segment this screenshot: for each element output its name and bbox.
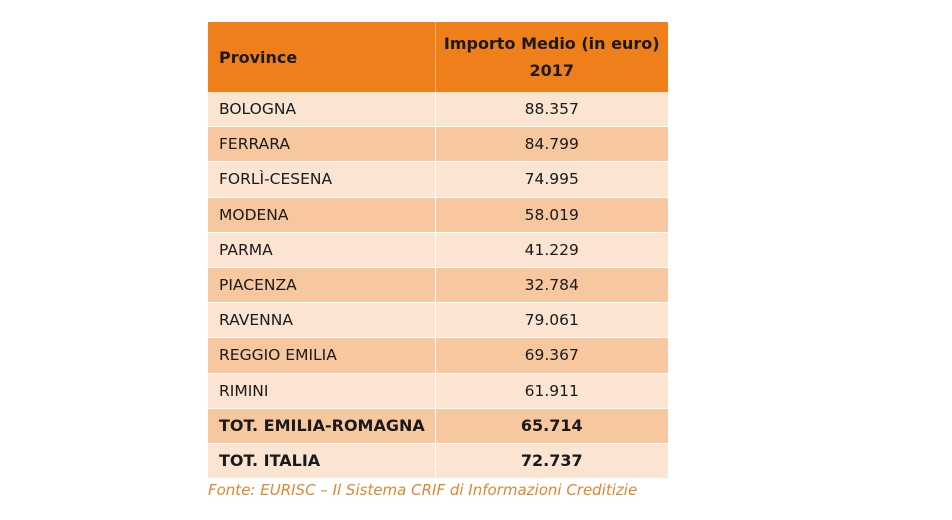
province-name: MODENA — [208, 197, 435, 232]
header-amount — [435, 22, 668, 92]
table-row — [208, 127, 668, 162]
province-name: FERRARA — [208, 127, 435, 162]
province-amount: 58.019 — [435, 197, 668, 232]
province-amount-table — [208, 22, 668, 479]
province-amount: 69.367 — [435, 338, 668, 373]
total-row-region — [208, 408, 668, 443]
table-row — [208, 373, 668, 408]
table-row — [208, 267, 668, 302]
province-amount: 32.784 — [435, 267, 668, 302]
source-caption: Fonte: EURISC – Il Sistema CRIF di Informazioni Creditizie — [208, 481, 638, 499]
table-row — [208, 303, 668, 338]
total-amount: 65.714 — [435, 408, 668, 443]
table-row — [208, 338, 668, 373]
header-amount-year: 2017 — [529, 61, 575, 80]
province-name: PIACENZA — [208, 267, 435, 302]
province-name: PARMA — [208, 232, 435, 267]
table-row — [208, 92, 668, 127]
province-name: RAVENNA — [208, 303, 435, 338]
table-header-row — [208, 22, 668, 92]
province-amount: 41.229 — [435, 232, 668, 267]
province-name: BOLOGNA — [208, 92, 435, 127]
province-amount: 61.911 — [435, 373, 668, 408]
province-name: FORLÌ-CESENA — [208, 162, 435, 197]
table-row — [208, 232, 668, 267]
province-amount: 74.995 — [435, 162, 668, 197]
total-row-italy — [208, 443, 668, 478]
province-name: RIMINI — [208, 373, 435, 408]
table-row — [208, 162, 668, 197]
province-amount: 88.357 — [435, 92, 668, 127]
province-amount: 84.799 — [435, 127, 668, 162]
total-amount: 72.737 — [435, 443, 668, 478]
header-amount-title: Importo Medio (in euro) — [443, 34, 660, 53]
table-row — [208, 197, 668, 232]
province-name: REGGIO EMILIA — [208, 338, 435, 373]
data-table-container — [208, 22, 668, 479]
total-name: TOT. ITALIA — [208, 443, 435, 478]
header-province: Province — [208, 22, 435, 92]
province-amount: 79.061 — [435, 303, 668, 338]
total-name: TOT. EMILIA-ROMAGNA — [208, 408, 435, 443]
